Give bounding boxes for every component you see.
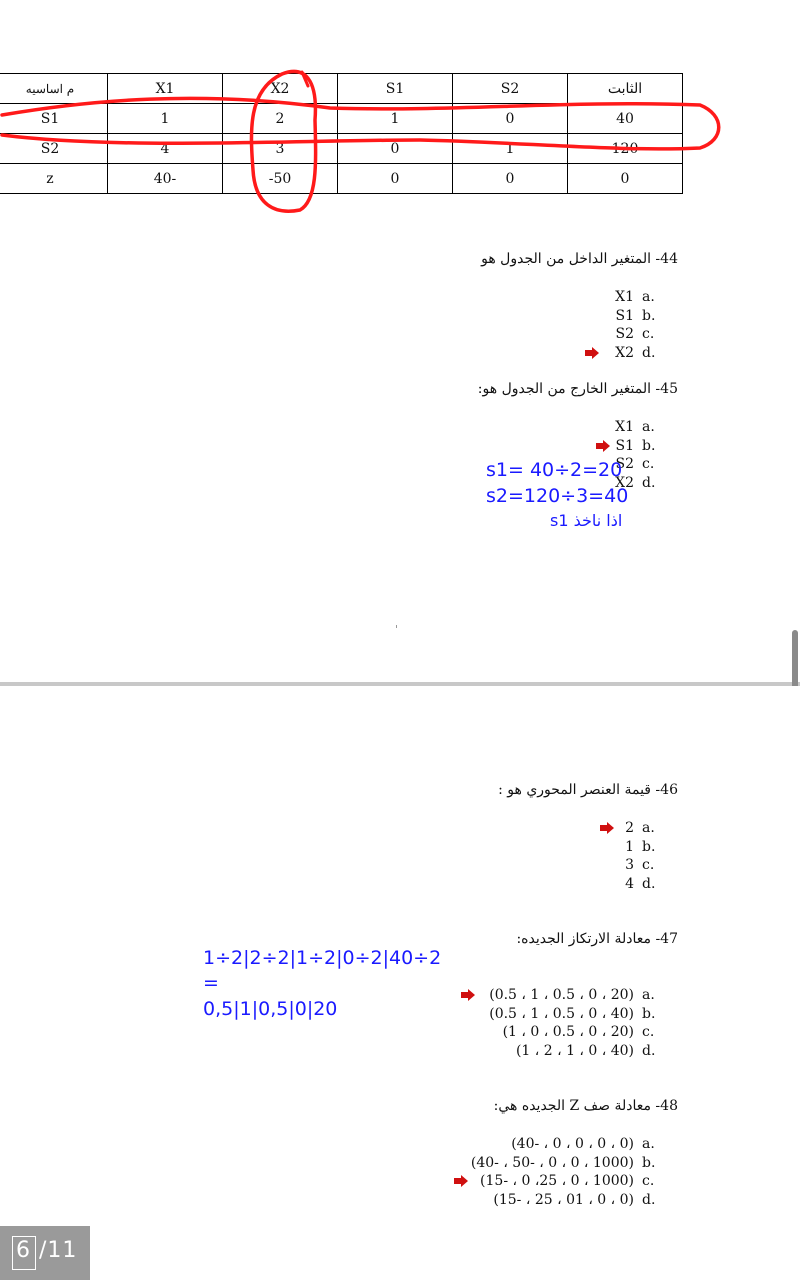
question-47: 47- معادلة الارتكاز الجديده: bbox=[516, 931, 678, 947]
option bbox=[615, 307, 658, 326]
table-cell: S1 bbox=[0, 104, 108, 134]
handwritten-note-line: 0,5|1|0,5|0|20 bbox=[203, 998, 338, 1020]
option-letter: b. bbox=[642, 307, 656, 324]
table-cell: S2 bbox=[0, 134, 108, 164]
option bbox=[489, 1005, 658, 1024]
table-cell: 0 bbox=[453, 104, 568, 134]
option-value: (40- ، 0 ، 0 ، 0 ، 0) bbox=[511, 1136, 634, 1152]
red-annotation-marks bbox=[0, 60, 800, 220]
option-letter: a. bbox=[642, 419, 655, 435]
answer-arrow-icon bbox=[596, 440, 610, 452]
q44-options bbox=[615, 288, 658, 362]
table-cell: 3 bbox=[223, 134, 338, 164]
option-value: (1 ، 2 ، 1 ، 0 ، 40) bbox=[515, 1042, 634, 1059]
question-44: 44- المتغير الداخل من الجدول هو bbox=[481, 251, 678, 267]
q47-options bbox=[489, 986, 658, 1060]
option-letter: a. bbox=[642, 1136, 655, 1152]
table-cell: -50 bbox=[223, 164, 338, 194]
option-letter: d. bbox=[642, 474, 656, 491]
stray-mark bbox=[396, 625, 397, 628]
option-value: (1 ، 0 ، 0.5 ، 0 ، 20) bbox=[502, 1024, 634, 1040]
page-number-text bbox=[16, 1238, 77, 1263]
table-header-cell: S2 bbox=[453, 74, 568, 104]
option bbox=[615, 418, 658, 437]
handwritten-note-line: اذا ناخذ s1 bbox=[550, 511, 623, 530]
option-letter: d. bbox=[642, 1191, 656, 1208]
option-letter: c. bbox=[642, 1173, 655, 1189]
option bbox=[625, 838, 658, 857]
option-value: X1 bbox=[615, 419, 634, 435]
option-value: (0.5 ، 1 ، 0.5 ، 0 ، 20) bbox=[489, 987, 634, 1003]
option bbox=[489, 1042, 658, 1061]
question-48: 48- معادلة صف Z الجديده هي: bbox=[493, 1098, 678, 1114]
option bbox=[625, 819, 658, 838]
answer-arrow-icon bbox=[600, 822, 614, 834]
option-value: (15- ، 0 ،25 ، 0 ، 1000) bbox=[480, 1173, 634, 1189]
option-value: S2 bbox=[615, 326, 634, 342]
total-pages: /11 bbox=[39, 1238, 78, 1263]
table-header-cell: X2 bbox=[223, 74, 338, 104]
table-cell: z bbox=[0, 164, 108, 194]
table-cell: 40- bbox=[108, 164, 223, 194]
option-value: 4 bbox=[625, 875, 634, 892]
option-value: (15- ، 25 ، 01 ، 0 ، 0) bbox=[493, 1191, 634, 1208]
table-header-cell: S1 bbox=[338, 74, 453, 104]
table-cell: 120 bbox=[568, 134, 683, 164]
table-cell: 1 bbox=[108, 104, 223, 134]
pivot-row-circle bbox=[2, 98, 719, 149]
table-header-cell: م اساسيه bbox=[0, 74, 108, 104]
option-letter: c. bbox=[642, 326, 655, 342]
question-46: 46- قيمة العنصر المحوري هو : bbox=[498, 782, 678, 798]
option-letter: a. bbox=[642, 987, 655, 1003]
option-value: X2 bbox=[615, 344, 634, 361]
document-page-2 bbox=[0, 686, 800, 1280]
option-value: X1 bbox=[615, 289, 634, 305]
answer-arrow-icon bbox=[585, 347, 599, 359]
option-letter: a. bbox=[642, 820, 655, 836]
table-cell: 40 bbox=[568, 104, 683, 134]
option bbox=[489, 986, 658, 1005]
option-value: 2 bbox=[625, 820, 634, 836]
table-header-cell: X1 bbox=[108, 74, 223, 104]
table-cell: 1 bbox=[338, 104, 453, 134]
option-value: X2 bbox=[615, 474, 634, 491]
option bbox=[615, 437, 658, 456]
option-letter: b. bbox=[642, 838, 656, 855]
option-letter: b. bbox=[642, 437, 656, 454]
option bbox=[471, 1154, 658, 1173]
table-cell: 0 bbox=[338, 164, 453, 194]
option-letter: c. bbox=[642, 1024, 655, 1040]
option-letter: d. bbox=[642, 344, 656, 361]
option-value: 1 bbox=[625, 838, 634, 855]
table-cell: 2 bbox=[223, 104, 338, 134]
option bbox=[615, 325, 658, 344]
option-value: S1 bbox=[615, 437, 634, 454]
page-indicator[interactable] bbox=[0, 1226, 90, 1280]
handwritten-note-line: s1= 40÷2=20 bbox=[486, 459, 623, 481]
option bbox=[615, 344, 658, 363]
current-page: 6 bbox=[16, 1238, 31, 1263]
option-value: (40- ، 50- ، 0 ، 0 ، 1000) bbox=[470, 1154, 634, 1171]
table-cell: 4 bbox=[108, 134, 223, 164]
option bbox=[625, 875, 658, 894]
table-cell: 1 bbox=[453, 134, 568, 164]
option-letter: c. bbox=[642, 857, 655, 873]
q46-options bbox=[625, 819, 658, 893]
handwritten-note-line: 1÷2|2÷2|1÷2|0÷2|40÷2 bbox=[203, 947, 442, 969]
option bbox=[615, 288, 658, 307]
answer-arrow-icon bbox=[461, 989, 475, 1001]
table-cell: 0 bbox=[338, 134, 453, 164]
option-value: (0.5 ، 1 ، 0.5 ، 0 ، 40) bbox=[489, 1005, 634, 1022]
handwritten-note-line: = bbox=[203, 972, 219, 994]
handwritten-note-line: s2=120÷3=40 bbox=[486, 485, 629, 507]
option-letter: d. bbox=[642, 875, 656, 892]
table-header-cell: الثابت bbox=[568, 74, 683, 104]
option bbox=[471, 1191, 658, 1210]
question-45: 45- المتغير الخارج من الجدول هو: bbox=[477, 381, 678, 397]
option bbox=[471, 1172, 658, 1191]
option bbox=[489, 1023, 658, 1042]
q48-options bbox=[471, 1135, 658, 1209]
option-letter: c. bbox=[642, 456, 655, 472]
option-value: 3 bbox=[625, 857, 634, 873]
option-value: S1 bbox=[615, 307, 634, 324]
option-letter: a. bbox=[642, 289, 655, 305]
table-cell: 0 bbox=[568, 164, 683, 194]
table-cell: 0 bbox=[453, 164, 568, 194]
option bbox=[625, 856, 658, 875]
answer-arrow-icon bbox=[454, 1175, 468, 1187]
option-letter: b. bbox=[642, 1005, 656, 1022]
option-letter: d. bbox=[642, 1042, 656, 1059]
option-value: S2 bbox=[615, 456, 634, 472]
option bbox=[471, 1135, 658, 1154]
option-letter: b. bbox=[642, 1154, 656, 1171]
